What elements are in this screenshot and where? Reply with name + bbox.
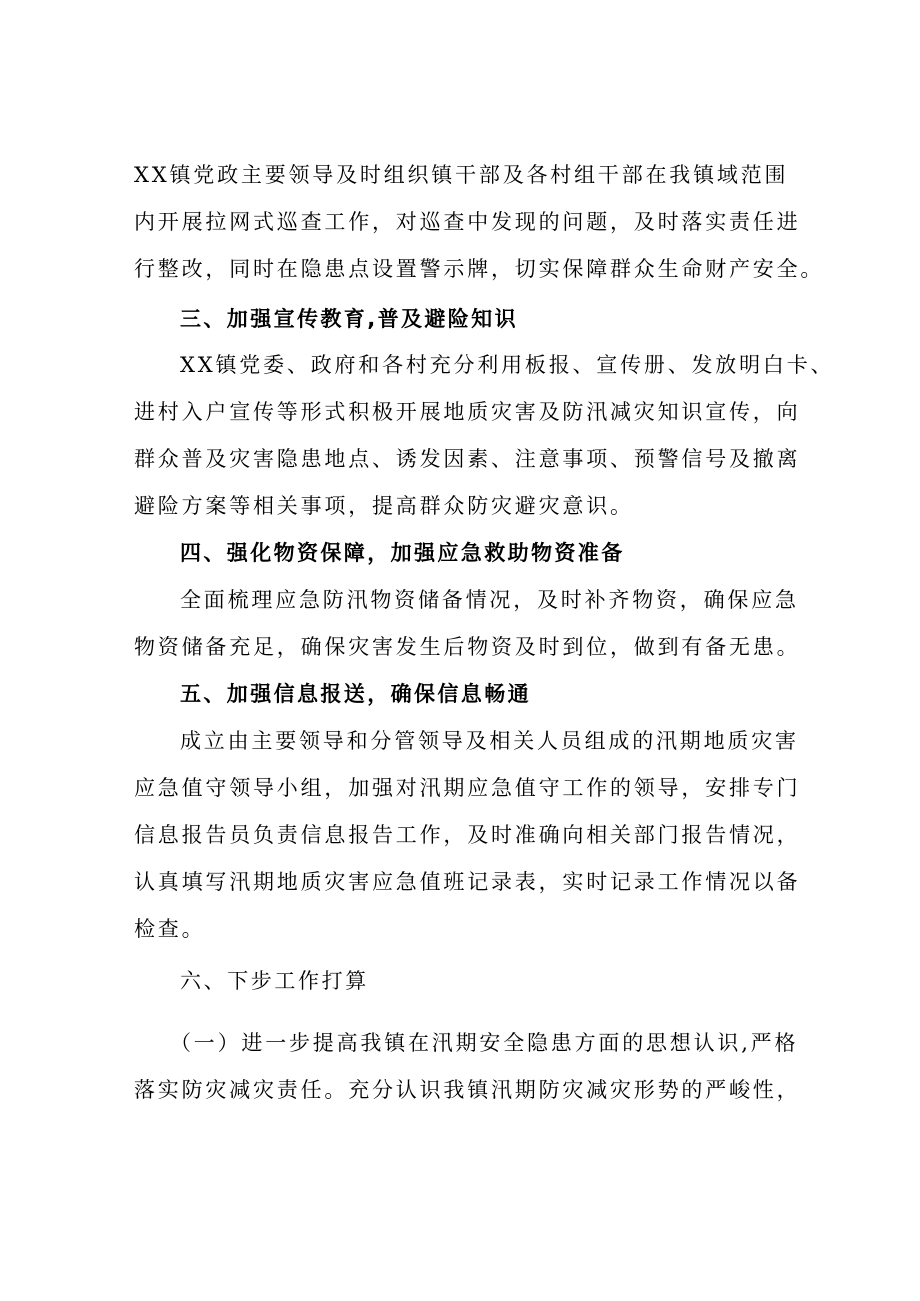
- paragraph-line: 行整改，同时在隐患点设置警示牌，切实保障群众生命财产安全。: [134, 257, 825, 281]
- paragraph-line: 避险方案等相关事项，提高群众防灾避灾意识。: [134, 494, 634, 518]
- paragraph-line: 成立由主要领导和分管领导及相关人员组成的汛期地质灾害: [180, 729, 799, 753]
- paragraph-line: 检查。: [134, 917, 206, 941]
- section-heading-4: 四、强化物资保障，加强应急救助物资准备: [180, 541, 625, 565]
- paragraph-line: 应急值守领导小组，加强对汛期应急值守工作的领导，安排专门: [134, 776, 801, 800]
- paragraph-line: 群众普及灾害隐患地点、诱发因素、注意事项、预警信号及撤离: [134, 447, 801, 471]
- paragraph-line: （一）进一步提高我镇在汛期安全隐患方面的思想认识,严格: [170, 1031, 799, 1055]
- paragraph-line: 落实防灾减灾责任。充分认识我镇汛期防灾减灾形势的严峻性，: [134, 1078, 801, 1102]
- section-heading-3: 三、加强宣传教育,普及避险知识: [180, 307, 518, 331]
- paragraph-line: XX镇党委、政府和各村充分利用板报、宣传册、发放明白卡、: [180, 353, 835, 377]
- section-heading-5: 五、加强信息报送，确保信息畅通: [180, 682, 531, 706]
- paragraph-line: XX镇党政主要领导及时组织镇干部及各村组干部在我镇域范围: [134, 163, 789, 187]
- paragraph-line: 进村入户宣传等形式积极开展地质灾害及防汛减灾知识宣传，向: [134, 400, 801, 424]
- paragraph-line: 全面梳理应急防汛物资储备情况，及时补齐物资，确保应急: [180, 588, 799, 612]
- section-heading-6: 六、下步工作打算: [180, 969, 369, 993]
- paragraph-line: 认真填写汛期地质灾害应急值班记录表，实时记录工作情况以备: [134, 870, 801, 894]
- paragraph-line: 信息报告员负责信息报告工作，及时准确向相关部门报告情况，: [134, 823, 801, 847]
- paragraph-line: 物资储备充足，确保灾害发生后物资及时到位，做到有备无患。: [134, 635, 801, 659]
- paragraph-line: 内开展拉网式巡查工作，对巡查中发现的问题，及时落实责任进: [134, 210, 801, 234]
